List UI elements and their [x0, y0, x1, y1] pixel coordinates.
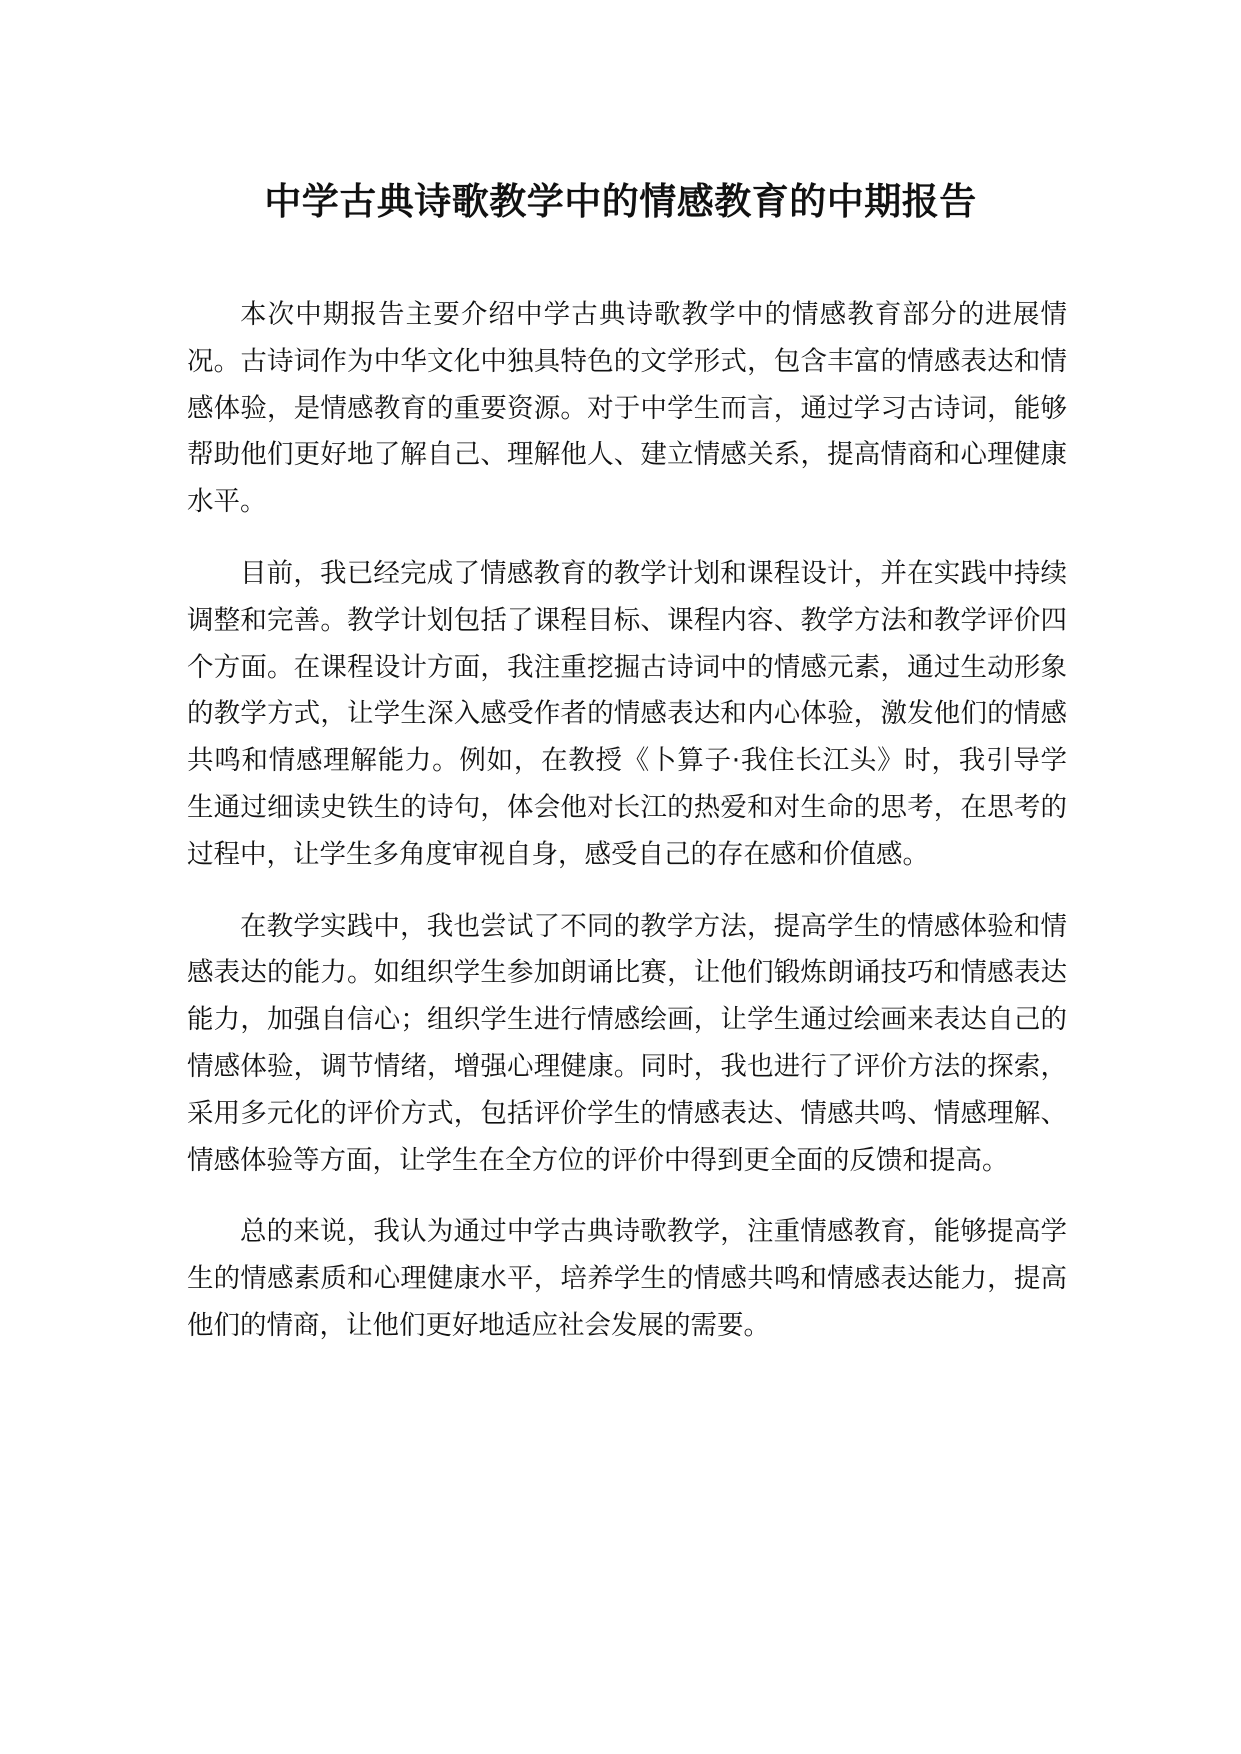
- body-paragraph-4: 总的来说，我认为通过中学古典诗歌教学，注重情感教育，能够提高学生的情感素质和心理健康水平，培养学生的情感共鸣和情感表达能力，提高他们的情商，让他们更好地适应社会发展的需要。: [187, 1216, 1067, 1341]
- body-paragraph-3: 在教学实践中，我也尝试了不同的教学方法，提高学生的情感体验和情感表达的能力。如组织学生参加朗诵比赛，让他们锻炼朗诵技巧和情感表达能力，加强自信心；组织学生进行情感绘画，让学生通过绘画来表达自己的情感体验，调节情绪，增强心理健康。同时，我也进行了评价方法的探索，采用多元化的评价方式，包括评价学生的情感表达、情感共鸣、情感理解、情感体验等方面，让学生在全方位的评价中得到更全面的反馈和提高。: [187, 910, 1067, 1176]
- body-paragraph-1: 本次中期报告主要介绍中学古典诗歌教学中的情感教育部分的进展情况。古诗词作为中华文化中独具特色的文学形式，包含丰富的情感表达和情感体验，是情感教育的重要资源。对于中学生而言，通过学习古诗词，能够帮助他们更好地了解自己、理解他人、建立情感关系，提高情商和心理健康水平。: [187, 299, 1067, 518]
- body-paragraph-2: 目前，我已经完成了情感教育的教学计划和课程设计，并在实践中持续调整和完善。教学计划包括了课程目标、课程内容、教学方法和教学评价四个方面。在课程设计方面，我注重挖掘古诗词中的情感元素，通过生动形象的教学方式，让学生深入感受作者的情感表达和内心体验，激发他们的情感共鸣和情感理解能力。例如，在教授《卜算子·我住长江头》时，我引导学生通过细读史铁生的诗句，体会他对长江的热爱和对生命的思考，在思考的过程中，让学生多角度审视自身，感受自己的存在感和价值感。: [187, 557, 1067, 870]
- document-body: [187, 292, 1067, 1350]
- document-title: 中学古典诗歌教学中的情感教育的中期报告: [264, 180, 977, 223]
